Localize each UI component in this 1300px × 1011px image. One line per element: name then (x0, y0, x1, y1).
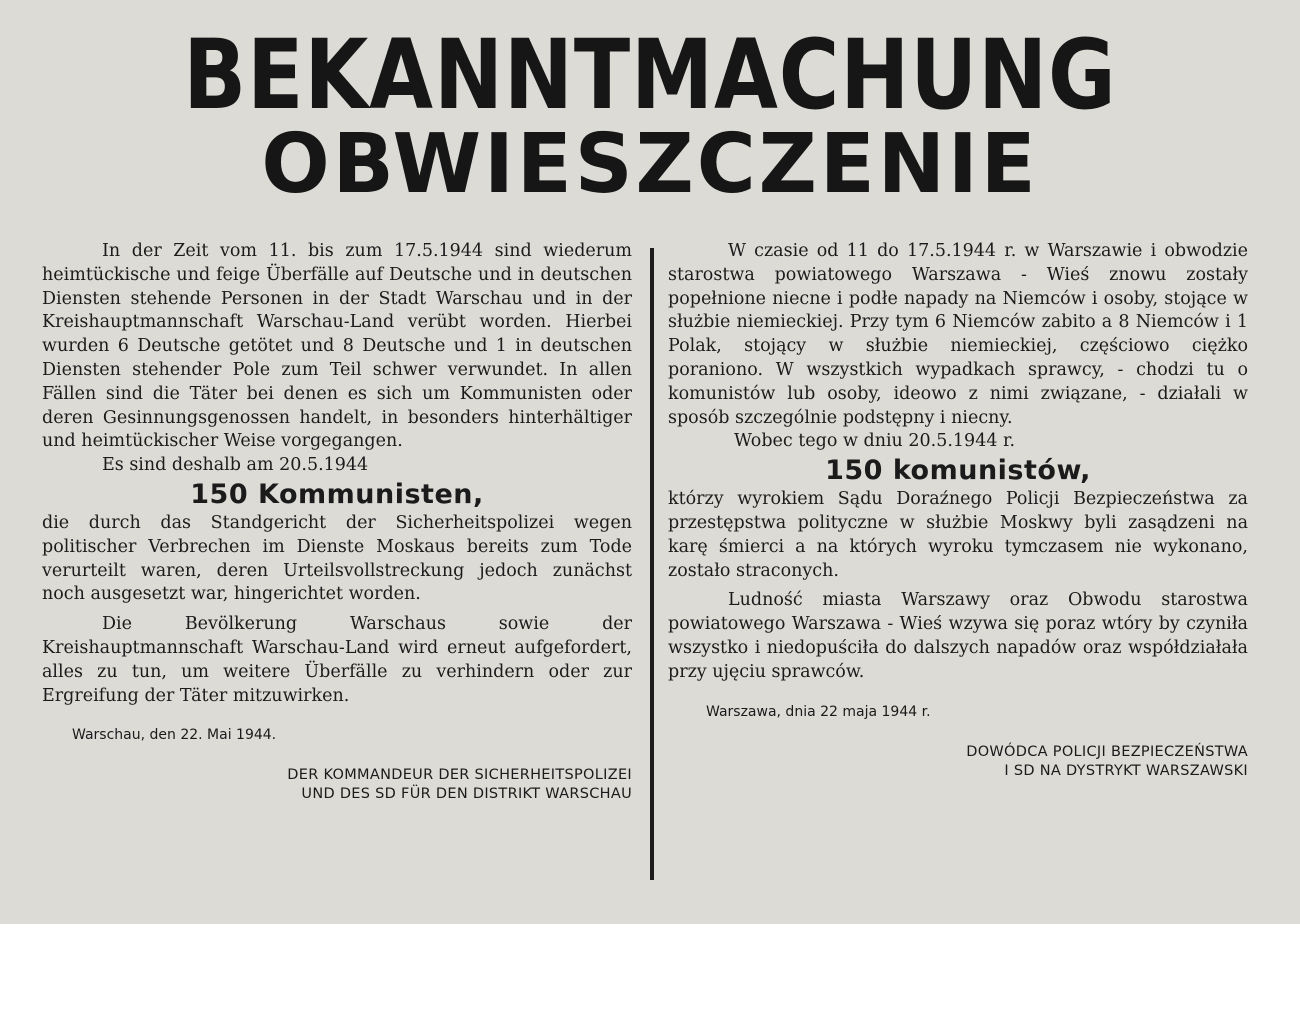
polish-place-date: Warszawa, dnia 22 maja 1944 r. (706, 703, 931, 720)
polish-signature-line-1: DOWÓDCA POLICJI BEZPIECZEŃSTWA (966, 743, 1248, 760)
german-date-intro: Es sind deshalb am 20.5.1944 (102, 455, 369, 476)
german-place-date: Warschau, den 22. Mai 1944. (72, 727, 277, 744)
polish-heading: 150 komunistów, (825, 455, 1091, 487)
bottom-strip (0, 924, 1300, 1011)
german-paragraph-3: Die Bevölkerung Warschaus sowie der Kreishauptmannschaft Warschau-Land wird erneut aufgefordert, alles zu tun, um weitere Überfälle zu verhindern oder zur Ergreifung der Täter mitzuwirken. (42, 614, 632, 706)
subtitle: OBWIESZCZENIE (261, 117, 1039, 212)
german-paragraph-1: In der Zeit vom 11. bis zum 17.5.1944 sind wiederum heimtückische und feige Überfälle auf Deutsche und in deutschen Diensten stehende Personen in der Stadt Warschau und in der Kreishauptmannschaft Warschau-Land verübt worden. Hierbei wurden 6 Deutsche getötet und 8 Deutsche und 1 in deutschen Diensten stehender Pole zum Teil schwer verwundet. In allen Fällen sind die Täter bei denen es sich um Kommunisten oder deren Gesinnungsgenossen handelt, in besonders hinterhältiger und heimtückischer Weise vorgegangen. (42, 241, 632, 452)
title: BEKANNTMACHUNG (183, 19, 1117, 131)
polish-signature-line-2: I SD NA DYSTRYKT WARSZAWSKI (1004, 762, 1248, 779)
german-signature-line-2: UND DES SD FÜR DEN DISTRIKT WARSCHAU (301, 786, 632, 803)
polish-paragraph-1: W czasie od 11 do 17.5.1944 r. w Warszawie i obwodzie starostwa powiatowego Warszawa - Wieś znowu zostały popełnione niecne i podłe napady na Niemców i osoby, stojące w służbie niemieckiej. Przy tym 6 Niemców zabito a 8 Niemców i 1 Polak, stojący w służbie niemieckiej, częściowo ciężko poraniono. W wszystkich wypadkach sprawcy, - chodzi tu o komunistów lub osoby, ideowo z nimi związane, - działali w sposób szczególnie podstępny i niecny. (668, 241, 1248, 428)
polish-paragraph-3: Ludność miasta Warszawy oraz Obwodu starostwa powiatowego Warszawa - Wieś wzywa się poraz wtóry by czyniła wszystko i niedopuściła do dalszych napadów oraz współdziałała przy ujęciu sprawców. (668, 590, 1248, 682)
german-paragraph-2: die durch das Standgericht der Sicherheitspolizei wegen politischer Verbrechen im Dienste Moskaus bereits zum Tode verurteilt waren, deren Urteilsvollstreckung jedoch zunächst noch ausgesetzt war, hingerichtet worden. (42, 512, 632, 605)
polish-date-intro: Wobec tego w dniu 20.5.1944 r. (734, 431, 1016, 452)
polish-paragraph-2: którzy wyrokiem Sądu Doraźnego Policji Bezpieczeństwa za przestępstwa polityczne w służbie Moskwy byli zasądzeni na karę śmierci a na których wyroku tymczasem nie wykonano, zostało straconych. (668, 489, 1248, 581)
column-divider (650, 248, 654, 880)
german-signature-line-1: DER KOMMANDEUR DER SICHERHEITSPOLIZEI (287, 767, 632, 784)
german-heading: 150 Kommunisten, (190, 478, 484, 510)
polish-column (668, 240, 1248, 781)
german-column (42, 240, 632, 804)
